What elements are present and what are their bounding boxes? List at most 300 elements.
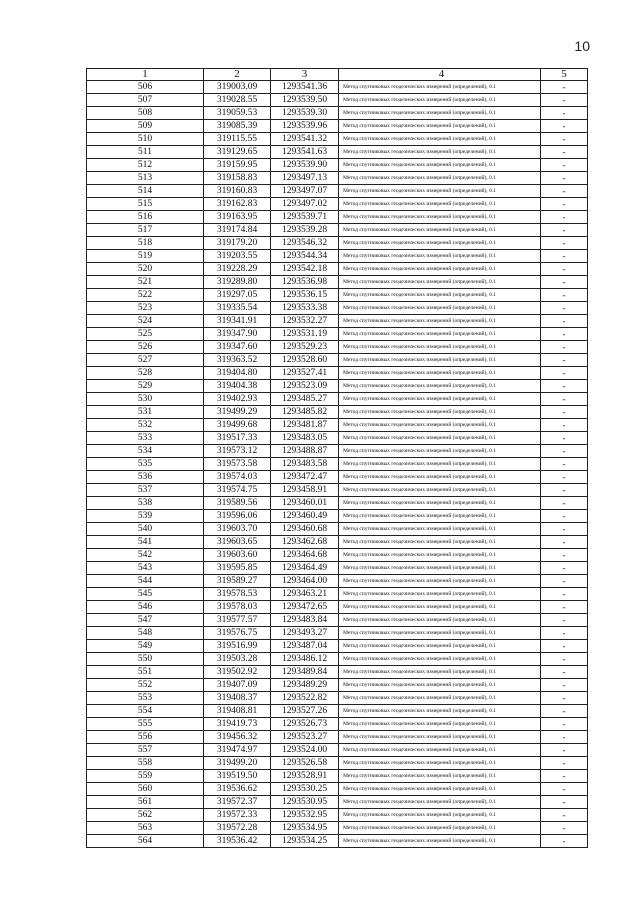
x-coordinate-cell: 319174.84	[204, 224, 271, 237]
method-cell: Метод спутниковых геодезических измерений (определений), 0.1	[339, 757, 541, 770]
y-coordinate-cell: 1293483.58	[271, 458, 339, 471]
table-row	[87, 276, 588, 289]
method-cell: Метод спутниковых геодезических измерений (определений), 0.1	[339, 211, 541, 224]
y-coordinate-cell: 1293523.09	[271, 380, 339, 393]
point-number-cell: 558	[87, 757, 204, 770]
y-coordinate-cell: 1293539.30	[271, 107, 339, 120]
table-row	[87, 146, 588, 159]
x-coordinate-cell: 319519.50	[204, 770, 271, 783]
mark-cell: -	[541, 627, 588, 640]
mark-cell: -	[541, 445, 588, 458]
y-coordinate-cell: 1293541.36	[271, 81, 339, 94]
y-coordinate-cell: 1293497.07	[271, 185, 339, 198]
mark-cell: -	[541, 835, 588, 848]
x-coordinate-cell: 319578.53	[204, 588, 271, 601]
method-cell: Метод спутниковых геодезических измерений (определений), 0.1	[339, 640, 541, 653]
point-number-cell: 537	[87, 484, 204, 497]
point-number-cell: 516	[87, 211, 204, 224]
method-cell: Метод спутниковых геодезических измерений (определений), 0.1	[339, 185, 541, 198]
point-number-cell: 552	[87, 679, 204, 692]
point-number-cell: 527	[87, 354, 204, 367]
x-coordinate-cell: 319129.65	[204, 146, 271, 159]
y-coordinate-cell: 1293539.96	[271, 120, 339, 133]
y-coordinate-cell: 1293527.41	[271, 367, 339, 380]
x-coordinate-cell: 319574.03	[204, 471, 271, 484]
point-number-cell: 519	[87, 250, 204, 263]
point-number-cell: 557	[87, 744, 204, 757]
table-row	[87, 328, 588, 341]
method-cell: Метод спутниковых геодезических измерений (определений), 0.1	[339, 510, 541, 523]
point-number-cell: 540	[87, 523, 204, 536]
point-number-cell: 550	[87, 653, 204, 666]
method-cell: Метод спутниковых геодезических измерений (определений), 0.1	[339, 588, 541, 601]
method-cell: Метод спутниковых геодезических измерений (определений), 0.1	[339, 562, 541, 575]
mark-cell: -	[541, 302, 588, 315]
x-coordinate-cell: 319499.68	[204, 419, 271, 432]
y-coordinate-cell: 1293534.25	[271, 835, 339, 848]
mark-cell: -	[541, 341, 588, 354]
method-cell: Метод спутниковых геодезических измерений (определений), 0.1	[339, 627, 541, 640]
method-cell: Метод спутниковых геодезических измерений (определений), 0.1	[339, 146, 541, 159]
method-cell: Метод спутниковых геодезических измерений (определений), 0.1	[339, 458, 541, 471]
y-coordinate-cell: 1293497.13	[271, 172, 339, 185]
x-coordinate-cell: 319576.75	[204, 627, 271, 640]
method-cell: Метод спутниковых геодезических измерений (определений), 0.1	[339, 614, 541, 627]
x-coordinate-cell: 319408.81	[204, 705, 271, 718]
y-coordinate-cell: 1293542.18	[271, 263, 339, 276]
x-coordinate-cell: 319404.38	[204, 380, 271, 393]
mark-cell: -	[541, 458, 588, 471]
mark-cell: -	[541, 653, 588, 666]
table-row	[87, 302, 588, 315]
mark-cell: -	[541, 354, 588, 367]
page-number: 10	[574, 38, 590, 54]
table-row	[87, 627, 588, 640]
y-coordinate-cell: 1293541.63	[271, 146, 339, 159]
x-coordinate-cell: 319572.28	[204, 822, 271, 835]
method-cell: Метод спутниковых геодезических измерений (определений), 0.1	[339, 484, 541, 497]
method-cell: Метод спутниковых геодезических измерений (определений), 0.1	[339, 601, 541, 614]
table-row	[87, 133, 588, 146]
y-coordinate-cell: 1293527.26	[271, 705, 339, 718]
point-number-cell: 546	[87, 601, 204, 614]
y-coordinate-cell: 1293464.49	[271, 562, 339, 575]
table-header-row	[87, 69, 588, 81]
table-row	[87, 653, 588, 666]
x-coordinate-cell: 319341.91	[204, 315, 271, 328]
y-coordinate-cell: 1293524.00	[271, 744, 339, 757]
mark-cell: -	[541, 263, 588, 276]
point-number-cell: 564	[87, 835, 204, 848]
point-number-cell: 518	[87, 237, 204, 250]
table-row	[87, 198, 588, 211]
point-number-cell: 507	[87, 94, 204, 107]
table-body	[87, 81, 588, 848]
y-coordinate-cell: 1293481.87	[271, 419, 339, 432]
x-coordinate-cell: 319003.09	[204, 81, 271, 94]
method-cell: Метод спутниковых геодезических измерений (определений), 0.1	[339, 367, 541, 380]
y-coordinate-cell: 1293539.50	[271, 94, 339, 107]
x-coordinate-cell: 319347.60	[204, 341, 271, 354]
point-number-cell: 541	[87, 536, 204, 549]
mark-cell: -	[541, 536, 588, 549]
x-coordinate-cell: 319158.83	[204, 172, 271, 185]
y-coordinate-cell: 1293485.82	[271, 406, 339, 419]
mark-cell: -	[541, 237, 588, 250]
y-coordinate-cell: 1293464.00	[271, 575, 339, 588]
y-coordinate-cell: 1293464.68	[271, 549, 339, 562]
point-number-cell: 529	[87, 380, 204, 393]
point-number-cell: 545	[87, 588, 204, 601]
x-coordinate-cell: 319595.85	[204, 562, 271, 575]
y-coordinate-cell: 1293539.71	[271, 211, 339, 224]
point-number-cell: 548	[87, 627, 204, 640]
table-row	[87, 120, 588, 133]
method-cell: Метод спутниковых геодезических измерений (определений), 0.1	[339, 354, 541, 367]
x-coordinate-cell: 319474.97	[204, 744, 271, 757]
table-row	[87, 107, 588, 120]
point-number-cell: 559	[87, 770, 204, 783]
x-coordinate-cell: 319603.70	[204, 523, 271, 536]
table-row	[87, 211, 588, 224]
x-coordinate-cell: 319059.53	[204, 107, 271, 120]
mark-cell: -	[541, 328, 588, 341]
table-row	[87, 679, 588, 692]
x-coordinate-cell: 319179.20	[204, 237, 271, 250]
mark-cell: -	[541, 679, 588, 692]
table-row	[87, 393, 588, 406]
table-row	[87, 471, 588, 484]
x-coordinate-cell: 319456.32	[204, 731, 271, 744]
x-coordinate-cell: 319589.27	[204, 575, 271, 588]
method-cell: Метод спутниковых геодезических измерений (определений), 0.1	[339, 549, 541, 562]
table-row	[87, 81, 588, 94]
method-cell: Метод спутниковых геодезических измерений (определений), 0.1	[339, 679, 541, 692]
point-number-cell: 528	[87, 367, 204, 380]
method-cell: Метод спутниковых геодезических измерений (определений), 0.1	[339, 575, 541, 588]
point-number-cell: 521	[87, 276, 204, 289]
method-cell: Метод спутниковых геодезических измерений (определений), 0.1	[339, 81, 541, 94]
mark-cell: -	[541, 523, 588, 536]
table-row	[87, 341, 588, 354]
method-cell: Метод спутниковых геодезических измерений (определений), 0.1	[339, 237, 541, 250]
x-coordinate-cell: 319603.60	[204, 549, 271, 562]
table-row	[87, 484, 588, 497]
table-row	[87, 406, 588, 419]
x-coordinate-cell: 319499.20	[204, 757, 271, 770]
table-row	[87, 809, 588, 822]
y-coordinate-cell: 1293532.95	[271, 809, 339, 822]
mark-cell: -	[541, 367, 588, 380]
point-number-cell: 535	[87, 458, 204, 471]
point-number-cell: 517	[87, 224, 204, 237]
table-row	[87, 380, 588, 393]
y-coordinate-cell: 1293523.27	[271, 731, 339, 744]
x-coordinate-cell: 319159.95	[204, 159, 271, 172]
point-number-cell: 560	[87, 783, 204, 796]
mark-cell: -	[541, 510, 588, 523]
mark-cell: -	[541, 718, 588, 731]
table-row	[87, 575, 588, 588]
y-coordinate-cell: 1293488.87	[271, 445, 339, 458]
mark-cell: -	[541, 757, 588, 770]
mark-cell: -	[541, 770, 588, 783]
table-row	[87, 640, 588, 653]
y-coordinate-cell: 1293463.21	[271, 588, 339, 601]
x-coordinate-cell: 319603.65	[204, 536, 271, 549]
table-row	[87, 757, 588, 770]
mark-cell: -	[541, 146, 588, 159]
table-row	[87, 523, 588, 536]
method-cell: Метод спутниковых геодезических измерений (определений), 0.1	[339, 666, 541, 679]
x-coordinate-cell: 319407.09	[204, 679, 271, 692]
point-number-cell: 536	[87, 471, 204, 484]
point-number-cell: 514	[87, 185, 204, 198]
method-cell: Метод спутниковых геодезических измерений (определений), 0.1	[339, 809, 541, 822]
mark-cell: -	[541, 94, 588, 107]
mark-cell: -	[541, 224, 588, 237]
x-coordinate-cell: 319499.29	[204, 406, 271, 419]
method-cell: Метод спутниковых геодезических измерений (определений), 0.1	[339, 770, 541, 783]
table-row	[87, 458, 588, 471]
table-row	[87, 432, 588, 445]
mark-cell: -	[541, 822, 588, 835]
y-coordinate-cell: 1293528.91	[271, 770, 339, 783]
table-row	[87, 263, 588, 276]
mark-cell: -	[541, 497, 588, 510]
x-coordinate-cell: 319502.92	[204, 666, 271, 679]
table-row	[87, 822, 588, 835]
mark-cell: -	[541, 783, 588, 796]
mark-cell: -	[541, 744, 588, 757]
x-coordinate-cell: 319162.83	[204, 198, 271, 211]
mark-cell: -	[541, 705, 588, 718]
point-number-cell: 506	[87, 81, 204, 94]
method-cell: Метод спутниковых геодезических измерений (определений), 0.1	[339, 250, 541, 263]
table-row	[87, 588, 588, 601]
point-number-cell: 510	[87, 133, 204, 146]
x-coordinate-cell: 319572.33	[204, 809, 271, 822]
mark-cell: -	[541, 484, 588, 497]
method-cell: Метод спутниковых геодезических измерений (определений), 0.1	[339, 653, 541, 666]
mark-cell: -	[541, 419, 588, 432]
y-coordinate-cell: 1293487.04	[271, 640, 339, 653]
table-row	[87, 172, 588, 185]
coordinates-table	[86, 68, 588, 848]
table-row	[87, 796, 588, 809]
method-cell: Метод спутниковых геодезических измерений (определений), 0.1	[339, 523, 541, 536]
mark-cell: -	[541, 588, 588, 601]
method-cell: Метод спутниковых геодезических измерений (определений), 0.1	[339, 692, 541, 705]
mark-cell: -	[541, 731, 588, 744]
mark-cell: -	[541, 432, 588, 445]
mark-cell: -	[541, 809, 588, 822]
point-number-cell: 561	[87, 796, 204, 809]
y-coordinate-cell: 1293532.27	[271, 315, 339, 328]
table-row	[87, 237, 588, 250]
x-coordinate-cell: 319347.90	[204, 328, 271, 341]
mark-cell: -	[541, 289, 588, 302]
x-coordinate-cell: 319516.99	[204, 640, 271, 653]
method-cell: Метод спутниковых геодезических измерений (определений), 0.1	[339, 198, 541, 211]
table-row	[87, 367, 588, 380]
method-cell: Метод спутниковых геодезических измерений (определений), 0.1	[339, 172, 541, 185]
method-cell: Метод спутниковых геодезических измерений (определений), 0.1	[339, 796, 541, 809]
y-coordinate-cell: 1293526.73	[271, 718, 339, 731]
y-coordinate-cell: 1293460.01	[271, 497, 339, 510]
y-coordinate-cell: 1293489.84	[271, 666, 339, 679]
mark-cell: -	[541, 120, 588, 133]
x-coordinate-cell: 319335.54	[204, 302, 271, 315]
x-coordinate-cell: 319028.55	[204, 94, 271, 107]
table-row	[87, 354, 588, 367]
method-cell: Метод спутниковых геодезических измерений (определений), 0.1	[339, 328, 541, 341]
x-coordinate-cell: 319517.33	[204, 432, 271, 445]
y-coordinate-cell: 1293483.05	[271, 432, 339, 445]
x-coordinate-cell: 319573.58	[204, 458, 271, 471]
table-row	[87, 185, 588, 198]
method-cell: Метод спутниковых геодезических измерений (определений), 0.1	[339, 315, 541, 328]
x-coordinate-cell: 319289.80	[204, 276, 271, 289]
mark-cell: -	[541, 107, 588, 120]
method-cell: Метод спутниковых геодезических измерений (определений), 0.1	[339, 445, 541, 458]
point-number-cell: 534	[87, 445, 204, 458]
table-row	[87, 159, 588, 172]
table-row	[87, 289, 588, 302]
x-coordinate-cell: 319536.62	[204, 783, 271, 796]
method-cell: Метод спутниковых геодезических измерений (определений), 0.1	[339, 107, 541, 120]
point-number-cell: 547	[87, 614, 204, 627]
method-cell: Метод спутниковых геодезических измерений (определений), 0.1	[339, 289, 541, 302]
mark-cell: -	[541, 315, 588, 328]
y-coordinate-cell: 1293483.84	[271, 614, 339, 627]
mark-cell: -	[541, 250, 588, 263]
method-cell: Метод спутниковых геодезических измерений (определений), 0.1	[339, 341, 541, 354]
mark-cell: -	[541, 172, 588, 185]
point-number-cell: 542	[87, 549, 204, 562]
mark-cell: -	[541, 81, 588, 94]
table-row	[87, 783, 588, 796]
mark-cell: -	[541, 276, 588, 289]
method-cell: Метод спутниковых геодезических измерений (определений), 0.1	[339, 536, 541, 549]
method-cell: Метод спутниковых геодезических измерений (определений), 0.1	[339, 783, 541, 796]
y-coordinate-cell: 1293493.27	[271, 627, 339, 640]
method-cell: Метод спутниковых геодезических измерений (определений), 0.1	[339, 705, 541, 718]
x-coordinate-cell: 319536.42	[204, 835, 271, 848]
x-coordinate-cell: 319404.80	[204, 367, 271, 380]
y-coordinate-cell: 1293534.95	[271, 822, 339, 835]
x-coordinate-cell: 319573.12	[204, 445, 271, 458]
table-row	[87, 497, 588, 510]
point-number-cell: 554	[87, 705, 204, 718]
x-coordinate-cell: 319572.37	[204, 796, 271, 809]
table-row	[87, 705, 588, 718]
mark-cell: -	[541, 185, 588, 198]
mark-cell: -	[541, 393, 588, 406]
mark-cell: -	[541, 133, 588, 146]
y-coordinate-cell: 1293530.25	[271, 783, 339, 796]
point-number-cell: 538	[87, 497, 204, 510]
x-coordinate-cell: 319363.52	[204, 354, 271, 367]
point-number-cell: 531	[87, 406, 204, 419]
method-cell: Метод спутниковых геодезических измерений (определений), 0.1	[339, 263, 541, 276]
table-row	[87, 536, 588, 549]
x-coordinate-cell: 319085.39	[204, 120, 271, 133]
x-coordinate-cell: 319228.29	[204, 263, 271, 276]
column-header-3: 3	[271, 69, 339, 81]
method-cell: Метод спутниковых геодезических измерений (определений), 0.1	[339, 835, 541, 848]
x-coordinate-cell: 319115.55	[204, 133, 271, 146]
table-row	[87, 224, 588, 237]
method-cell: Метод спутниковых геодезических измерений (определений), 0.1	[339, 302, 541, 315]
point-number-cell: 523	[87, 302, 204, 315]
column-header-5: 5	[541, 69, 588, 81]
y-coordinate-cell: 1293530.95	[271, 796, 339, 809]
point-number-cell: 562	[87, 809, 204, 822]
y-coordinate-cell: 1293528.60	[271, 354, 339, 367]
method-cell: Метод спутниковых геодезических измерений (определений), 0.1	[339, 419, 541, 432]
table-row	[87, 562, 588, 575]
mark-cell: -	[541, 796, 588, 809]
y-coordinate-cell: 1293489.29	[271, 679, 339, 692]
point-number-cell: 530	[87, 393, 204, 406]
x-coordinate-cell: 319402.93	[204, 393, 271, 406]
point-number-cell: 543	[87, 562, 204, 575]
point-number-cell: 553	[87, 692, 204, 705]
point-number-cell: 511	[87, 146, 204, 159]
x-coordinate-cell: 319408.37	[204, 692, 271, 705]
y-coordinate-cell: 1293531.19	[271, 328, 339, 341]
method-cell: Метод спутниковых геодезических измерений (определений), 0.1	[339, 224, 541, 237]
method-cell: Метод спутниковых геодезических измерений (определений), 0.1	[339, 159, 541, 172]
y-coordinate-cell: 1293486.12	[271, 653, 339, 666]
x-coordinate-cell: 319574.75	[204, 484, 271, 497]
point-number-cell: 525	[87, 328, 204, 341]
mark-cell: -	[541, 211, 588, 224]
y-coordinate-cell: 1293526.58	[271, 757, 339, 770]
mark-cell: -	[541, 406, 588, 419]
x-coordinate-cell: 319578.03	[204, 601, 271, 614]
mark-cell: -	[541, 198, 588, 211]
x-coordinate-cell: 319160.83	[204, 185, 271, 198]
table-row	[87, 692, 588, 705]
y-coordinate-cell: 1293462.68	[271, 536, 339, 549]
table-row	[87, 731, 588, 744]
point-number-cell: 533	[87, 432, 204, 445]
method-cell: Метод спутниковых геодезических измерений (определений), 0.1	[339, 471, 541, 484]
y-coordinate-cell: 1293497.02	[271, 198, 339, 211]
method-cell: Метод спутниковых геодезических измерений (определений), 0.1	[339, 380, 541, 393]
point-number-cell: 508	[87, 107, 204, 120]
point-number-cell: 512	[87, 159, 204, 172]
method-cell: Метод спутниковых геодезических измерений (определений), 0.1	[339, 133, 541, 146]
y-coordinate-cell: 1293539.90	[271, 159, 339, 172]
point-number-cell: 556	[87, 731, 204, 744]
point-number-cell: 522	[87, 289, 204, 302]
y-coordinate-cell: 1293533.38	[271, 302, 339, 315]
x-coordinate-cell: 319203.55	[204, 250, 271, 263]
point-number-cell: 563	[87, 822, 204, 835]
table-row	[87, 510, 588, 523]
table-row	[87, 419, 588, 432]
mark-cell: -	[541, 575, 588, 588]
method-cell: Метод спутниковых геодезических измерений (определений), 0.1	[339, 731, 541, 744]
x-coordinate-cell: 319589.56	[204, 497, 271, 510]
point-number-cell: 544	[87, 575, 204, 588]
y-coordinate-cell: 1293522.82	[271, 692, 339, 705]
table-row	[87, 549, 588, 562]
table-row	[87, 94, 588, 107]
